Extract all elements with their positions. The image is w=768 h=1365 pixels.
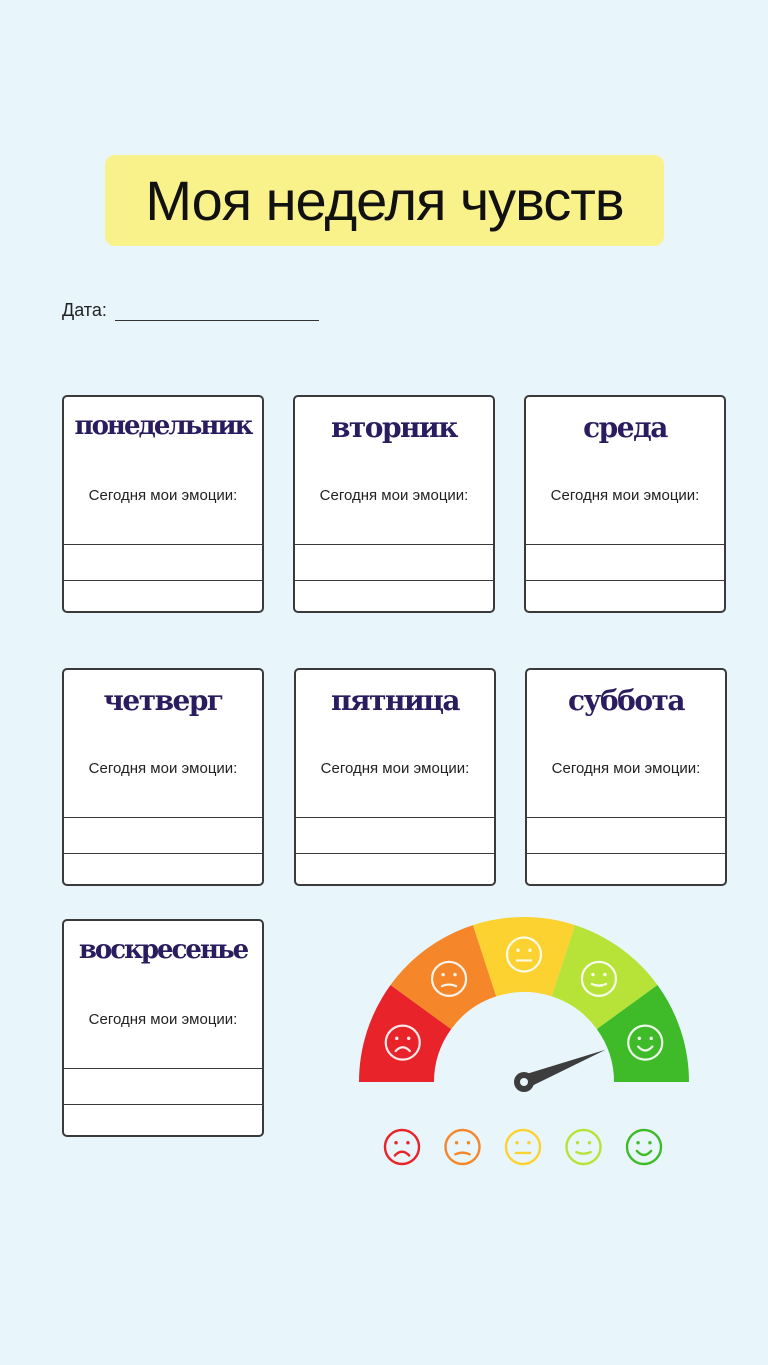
day-name: среда <box>583 411 667 444</box>
mood-gauge <box>355 912 695 1092</box>
day-card-thursday <box>62 668 264 886</box>
emotion-prompt: Сегодня мои эмоции: <box>319 487 469 504</box>
gauge-needle <box>521 1050 605 1089</box>
answer-line[interactable] <box>526 544 724 545</box>
day-name: воскресенье <box>78 935 248 965</box>
answer-line[interactable] <box>64 1104 262 1105</box>
date-label: Дата: <box>62 300 107 320</box>
answer-line[interactable] <box>64 853 262 854</box>
sad-face-icon <box>385 1130 419 1164</box>
day-card-wednesday <box>524 395 726 613</box>
day-card-saturday <box>525 668 727 886</box>
emotion-prompt: Сегодня мои эмоции: <box>320 760 470 777</box>
day-name: суббота <box>568 684 684 717</box>
answer-line[interactable] <box>295 580 493 581</box>
answer-line[interactable] <box>526 580 724 581</box>
date-row <box>62 300 319 321</box>
day-name: вторник <box>330 411 458 444</box>
answer-line[interactable] <box>296 853 494 854</box>
emotion-prompt: Сегодня мои эмоции: <box>88 487 238 504</box>
day-card-monday <box>62 395 264 613</box>
day-card-sunday <box>62 919 264 1137</box>
neutral-face-icon <box>506 1130 540 1164</box>
emotion-prompt: Сегодня мои эмоции: <box>88 1011 238 1028</box>
answer-line[interactable] <box>296 817 494 818</box>
answer-line[interactable] <box>527 817 725 818</box>
day-name: понедельник <box>74 411 252 441</box>
answer-line[interactable] <box>64 817 262 818</box>
page-title: Моя неделя чувств <box>145 169 624 232</box>
mood-scale <box>380 1125 670 1169</box>
content-face-icon <box>567 1130 601 1164</box>
answer-line[interactable] <box>64 580 262 581</box>
unhappy-face-icon <box>446 1130 480 1164</box>
emotion-prompt: Сегодня мои эмоции: <box>550 487 700 504</box>
date-field[interactable] <box>115 300 319 321</box>
answer-line[interactable] <box>64 544 262 545</box>
emotion-prompt: Сегодня мои эмоции: <box>551 760 701 777</box>
day-card-friday <box>294 668 496 886</box>
day-card-tuesday <box>293 395 495 613</box>
day-name: четверг <box>103 684 223 717</box>
day-name: пятница <box>330 684 460 717</box>
happy-face-icon <box>627 1130 661 1164</box>
emotion-prompt: Сегодня мои эмоции: <box>88 760 238 777</box>
title-banner <box>105 155 664 246</box>
answer-line[interactable] <box>64 1068 262 1069</box>
answer-line[interactable] <box>527 853 725 854</box>
answer-line[interactable] <box>295 544 493 545</box>
